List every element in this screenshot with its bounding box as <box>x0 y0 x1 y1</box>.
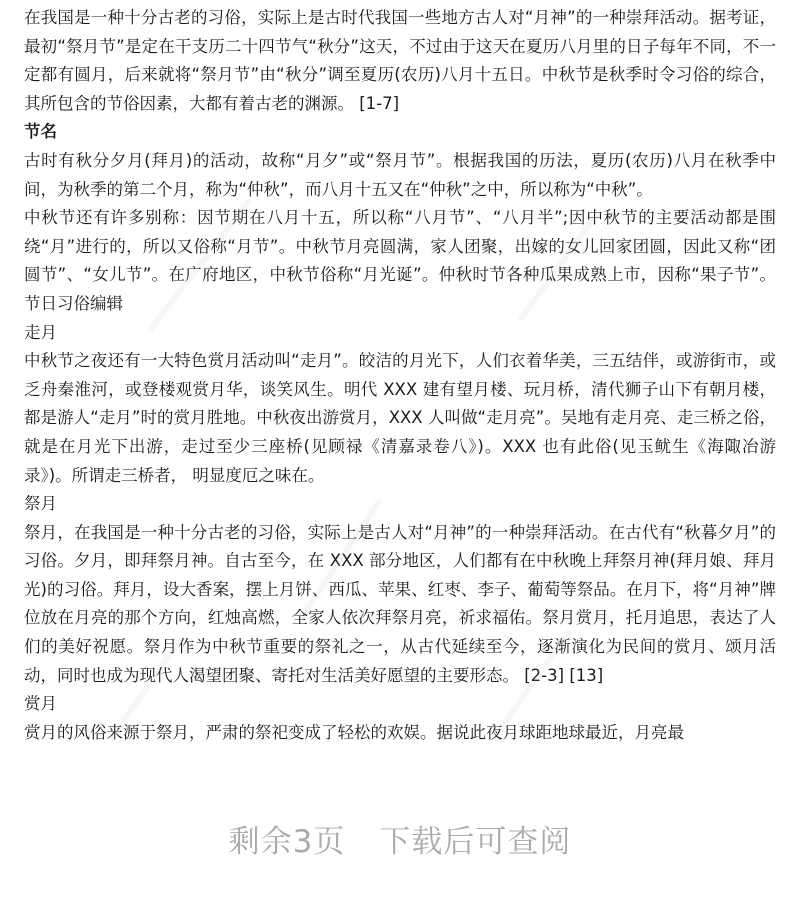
names-paragraph-1: 古时有秋分夕月(拜月)的活动，故称“月夕”或“祭月节”。根据我国的历法，夏历(农历)八月在秋季中间，为秋季的第二个月，称为“仲秋”，而八月十五又在“仲秋”之中，所以称为“中秋”。 <box>24 150 776 199</box>
download-to-view-label: 下载后可查阅 <box>379 824 572 860</box>
walking-moon-paragraph: 中秋节之夜还有一大特色赏月活动叫“走月”。皎洁的月光下，人们衣着华美，三五结伴，或游街市，或乏舟秦淮河，或登楼观赏月华，谈笑风生。明代 XXX 建有望月楼、玩月桥，清代狮子山下有朝月楼，都是游人“走月”时的赏月胜地。中秋夜出游赏月，XXX 人叫做“走月亮”。吴地有走月亮、走三桥之俗，就是在月光下出游，走过至少三座桥(见顾禄《清嘉录卷八》)。XXX 也有此俗(见玉鱿生《海陬冶游录》)。所谓走三桥者， 明显度厄之味在。 <box>24 351 776 485</box>
section-heading-names: 节名 <box>24 122 57 142</box>
intro-paragraph: 在我国是一种十分古老的习俗，实际上是古时代我国一些地方古人对“月神”的一种崇拜活动。据考证，最初“祭月节”是定在干支历二十四节气“秋分”这天，不过由于这天在夏历八月里的日子每年不同，不一定都有圆月，后来就将“祭月节”由“秋分”调至夏历(农历)八月十五日。中秋节是秋季时令习俗的综合，其所包含的节俗因素，大都有着古老的渊源。 [1-7] <box>24 8 776 113</box>
section-heading-moon-worship: 祭月 <box>24 494 57 514</box>
moon-viewing-paragraph: 赏月的风俗来源于祭月，严肃的祭祀变成了轻松的欢娱。据说此夜月球距地球最近，月亮最 <box>24 722 684 742</box>
document-body <box>24 4 776 747</box>
section-heading-walking-moon: 走月 <box>24 322 57 342</box>
moon-worship-paragraph: 祭月，在我国是一种十分古老的习俗，实际上是古人对“月神”的一种崇拜活动。在古代有“秋暮夕月”的习俗。夕月，即拜祭月神。自古至今，在 XXX 部分地区，人们都有在中秋晚上拜祭月神(拜月娘、拜月光)的习俗。拜月，设大香案，摆上月饼、西瓜、苹果、红枣、李子、葡萄等祭品。在月下，将“月神”牌位放在月亮的那个方向，红烛高燃，全家人依次拜祭月亮，祈求福佑。祭月赏月，托月追思，表达了人们的美好祝愿。祭月作为中秋节重要的祭礼之一，从古代延续至今，逐渐演化为民间的赏月、颂月活动，同时也成为现代人渴望团聚、寄托对生活美好愿望的主要形态。 [2-3] [13] <box>24 522 776 685</box>
section-heading-moon-viewing: 赏月 <box>24 694 57 714</box>
download-banner[interactable] <box>0 790 800 918</box>
remaining-pages-label: 剩余3页 <box>228 824 346 860</box>
names-paragraph-2: 中秋节还有许多别称：因节期在八月十五，所以称“八月节”、“八月半”;因中秋节的主要活动都是围绕“月”进行的，所以又俗称“月节”。中秋节月亮圆满，家人团聚，出嫁的女儿回家团圆，因此又称“团圆节”、“女儿节”。在广府地区，中秋节俗称“月光诞”。仲秋时节各种瓜果成熟上市，因称“果子节”。 节日习俗编辑 <box>24 208 776 313</box>
download-prompt[interactable] <box>0 816 800 861</box>
